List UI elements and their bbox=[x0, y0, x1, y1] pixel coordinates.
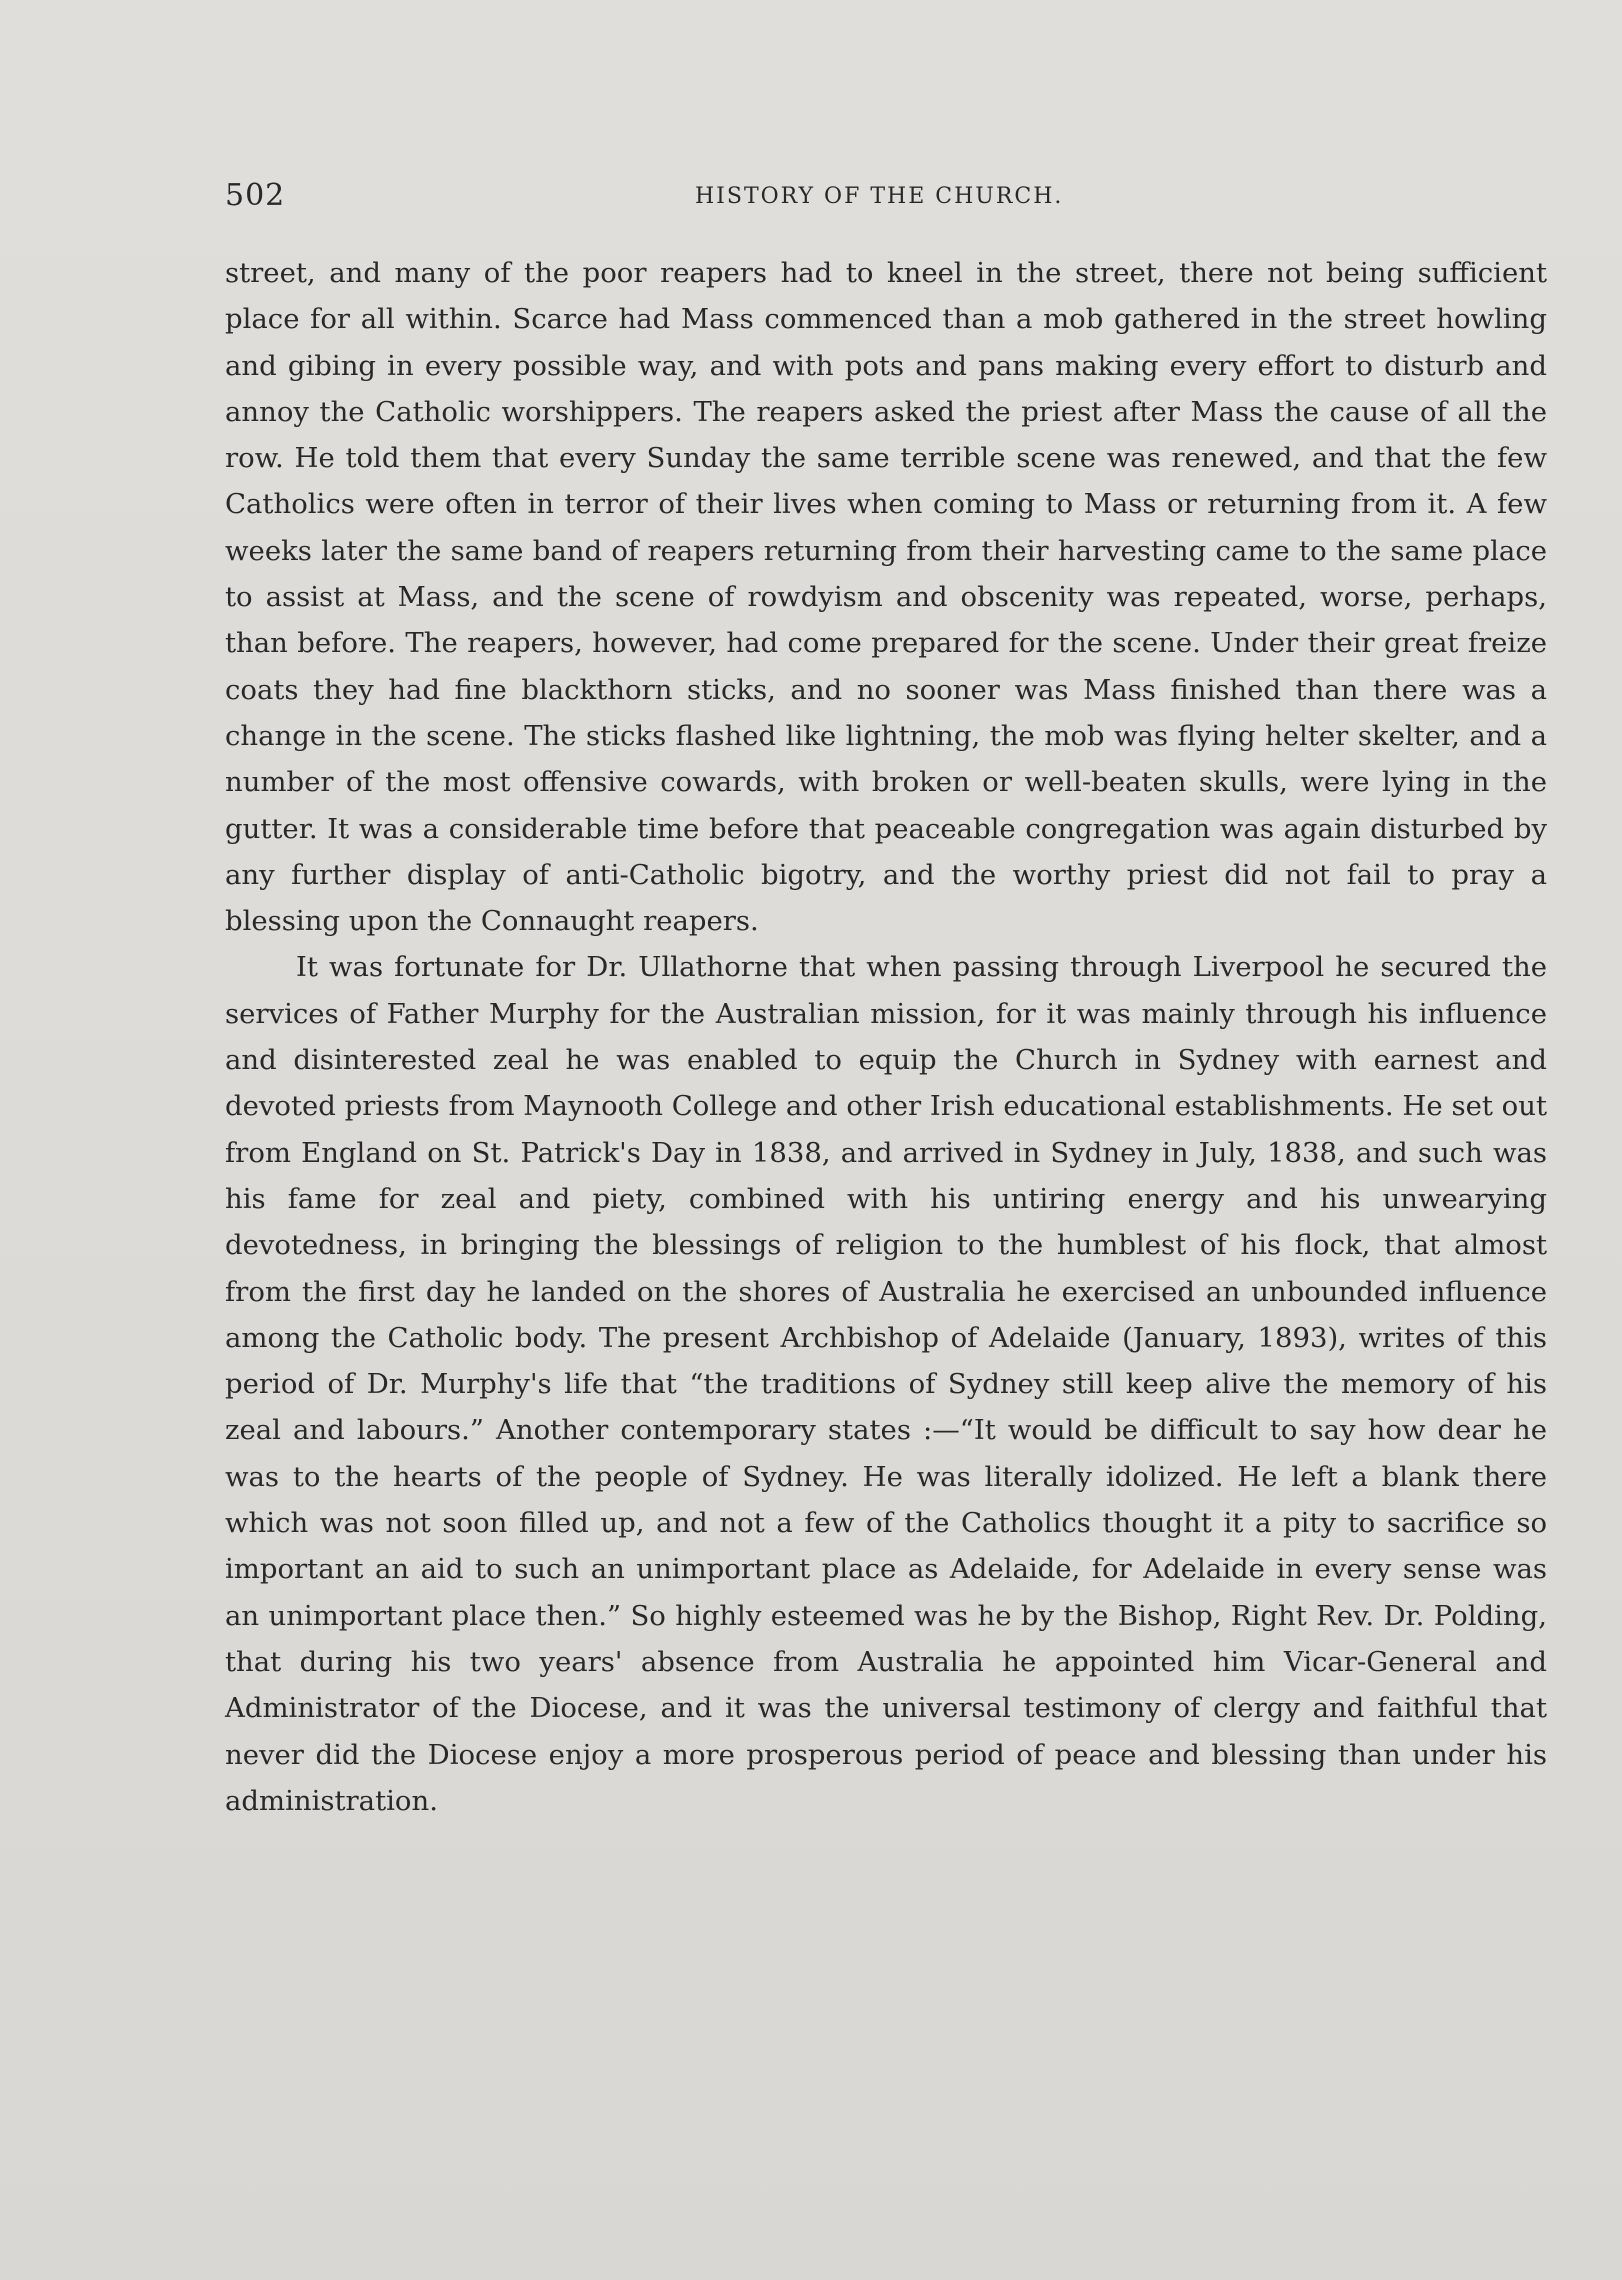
body-text bbox=[225, 250, 1547, 1824]
paragraph-continued: street, and many of the poor reapers had to kneel in the street, there not being sufficient place for all within. Scarce had Mass commenced than a mob gathered in the street howling and gibing in every possible way, and with pots and pans making every effort to disturb and annoy the Catholic worshippers. The reapers asked the priest after Mass the cause of all the row. He told them that every Sunday the same terrible scene was renewed, and that the few Catholics were often in terror of their lives when coming to Mass or returning from it. A few weeks later the same band of reapers returning from their harvesting came to the same place to assist at Mass, and the scene of rowdyism and obscenity was repeated, worse, perhaps, than before. The reapers, however, had come prepared for the scene. Under their great freize coats they had fine blackthorn sticks, and no sooner was Mass finished than there was a change in the scene. The sticks flashed like lightning, the mob was flying helter skelter, and a number of the most offensive cowards, with broken or well-beaten skulls, were lying in the gutter. It was a considerable time before that peaceable congregation was again disturbed by any further display of anti-Catholic bigotry, and the worthy priest did not fail to pray a blessing upon the Connaught reapers. bbox=[225, 257, 1547, 938]
running-head bbox=[225, 178, 1550, 218]
page-number: 502 bbox=[225, 178, 286, 213]
paragraph-father-murphy: It was fortunate for Dr. Ullathorne that when passing through Liverpool he secured the services of Father Murphy for the Australian mission, for it was mainly through his influence and disinterested zeal he was enabled to equip the Church in Sydney with earnest and devoted priests from Maynooth College and other Irish educational establishments. He set out from England on St. Patrick's Day in 1838, and arrived in Sydney in July, 1838, and such was his fame for zeal and piety, combined with his untiring energy and his unwearying devotedness, in bringing the blessings of religion to the humblest of his flock, that almost from the first day he landed on the shores of Australia he exercised an unbounded influence among the Catholic body. The present Archbishop of Adelaide (January, 1893), writes of this period of Dr. Murphy's life that “the traditions of Sydney still keep alive the memory of his zeal and labours.” Another contemporary states :—“It would be difficult to say how dear he was to the hearts of the people of Sydney. He was literally idolized. He left a blank there which was not soon filled up, and not a few of the Catholics thought it a pity to sacrifice so important an aid to such an unimportant place as Adelaide, for Adelaide in every sense was an unimportant place then.” So highly esteemed was he by the Bishop, Right Rev. Dr. Polding, that during his two years' absence from Australia he appointed him Vicar-General and Administrator of the Diocese, and it was the universal testimony of clergy and faithful that never did the Diocese enjoy a more prosperous period of peace and blessing than under his administration. bbox=[225, 951, 1547, 1817]
running-title: HISTORY OF THE CHURCH. bbox=[695, 184, 1064, 209]
